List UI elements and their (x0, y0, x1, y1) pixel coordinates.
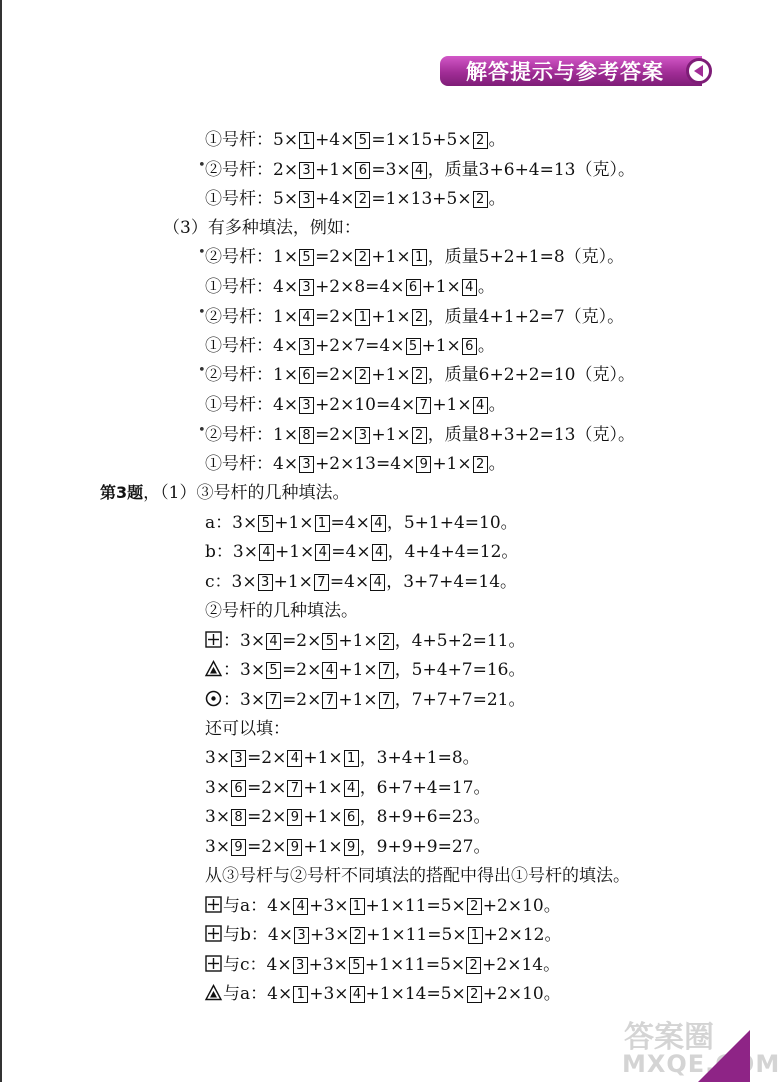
text-line: ②号杆的几种填法。 (205, 601, 358, 621)
boxed-number: 1 (315, 515, 330, 532)
plus-box-icon (205, 925, 223, 945)
boxed-number: 5 (349, 957, 364, 974)
text-line: ①号杆：4× 3 +2×13=4× 9 +1× 2 。 (205, 454, 506, 474)
plus-box-icon (205, 955, 223, 975)
text-line: 与b：4× 3 +3× 2 +1×11=5× 1 +2×12。 (205, 924, 561, 946)
boxed-number: 7 (322, 692, 337, 709)
boxed-number: 1 (293, 986, 308, 1003)
boxed-number: 1 (299, 132, 314, 149)
text-line: 与a：4× 4 +3× 1 +1×11=5× 2 +2×10。 (205, 895, 561, 917)
text-line: • ②号杆：1× 8 =2× 3 +1× 2 ，质量8+3+2=13（克）。 (205, 424, 635, 446)
boxed-number: 1 (468, 927, 483, 944)
boxed-number: 5 (322, 633, 337, 650)
boxed-number: 3 (355, 427, 370, 444)
boxed-number: 9 (287, 839, 302, 856)
boxed-number: 1 (350, 898, 365, 915)
boxed-number: 3 (294, 927, 309, 944)
plus-box-icon (205, 896, 223, 916)
boxed-number: 7 (314, 574, 329, 591)
boxed-number: 5 (355, 132, 370, 149)
boxed-number: 2 (473, 132, 488, 149)
boxed-number: 3 (299, 397, 314, 414)
boxed-number: 4 (344, 780, 359, 797)
boxed-number: 2 (350, 927, 365, 944)
text-line: • ②号杆：1× 6 =2× 2 +1× 2 ，质量6+2+2=10（克）。 (205, 364, 635, 386)
boxed-number: 4 (287, 750, 302, 767)
text-line: 3× 9 =2× 9 +1× 9 ，9+9+9=27。 (205, 837, 491, 857)
boxed-number: 3 (299, 456, 314, 473)
boxed-number: 2 (466, 957, 481, 974)
boxed-number: 6 (299, 367, 314, 384)
text-line: • ②号杆：1× 4 =2× 1 +1× 2 ，质量4+1+2=7（克）。 (205, 306, 624, 328)
boxed-number: 4 (370, 574, 385, 591)
page-corner-decoration (698, 1030, 750, 1082)
boxed-number: 6 (231, 780, 246, 797)
text-line: 3× 3 =2× 4 +1× 1 ，3+4+1=8。 (205, 748, 480, 768)
boxed-number: 4 (259, 544, 274, 561)
text-line: ：3× 5 =2× 4 +1× 7 ，5+4+7=16。 (205, 659, 526, 681)
watermark-bottom-text: MXQE.COM (622, 1050, 780, 1078)
boxed-number: 6 (406, 279, 421, 296)
text-line: 与a：4× 1 +3× 4 +1×14=5× 2 +2×10。 (205, 983, 561, 1005)
watermark-top-text: 答案圈 (624, 1020, 714, 1055)
boxed-number: 2 (355, 249, 370, 266)
boxed-number: 4 (322, 662, 337, 679)
text-line: ①号杆：4× 3 +2×8=4× 6 +1× 4 。 (205, 277, 495, 297)
boxed-number: 1 (412, 249, 427, 266)
text-line: ①号杆：4× 3 +2×7=4× 5 +1× 6 。 (205, 336, 495, 356)
boxed-number: 2 (412, 367, 427, 384)
boxed-number: 7 (266, 692, 281, 709)
boxed-number: 2 (412, 309, 427, 326)
boxed-number: 3 (299, 279, 314, 296)
plus-box-icon (205, 631, 223, 651)
boxed-number: 8 (299, 427, 314, 444)
boxed-number: 4 (350, 986, 365, 1003)
boxed-number: 3 (231, 750, 246, 767)
text-line: a：3× 5 +1× 1 =4× 4 ，5+1+4=10。 (205, 513, 518, 533)
boxed-number: 3 (299, 338, 314, 355)
boxed-number: 5 (299, 249, 314, 266)
boxed-number: 2 (473, 456, 488, 473)
boxed-number: 4 (293, 898, 308, 915)
boxed-number: 4 (462, 279, 477, 296)
boxed-number: 5 (258, 515, 273, 532)
text-line: 还可以填： (205, 719, 290, 739)
text-line: b：3× 4 +1× 4 =4× 4 ，4+4+4=12。 (205, 542, 519, 562)
boxed-number: 7 (379, 692, 394, 709)
text-line: 3× 8 =2× 9 +1× 6 ，8+9+6=23。 (205, 807, 491, 827)
dot-circle-icon (205, 690, 223, 710)
boxed-number: 6 (355, 162, 370, 179)
boxed-number: 3 (299, 162, 314, 179)
boxed-number: 4 (315, 544, 330, 561)
boxed-number: 9 (231, 839, 246, 856)
boxed-number: 2 (355, 191, 370, 208)
text-line: ：3× 7 =2× 7 +1× 7 ，7+7+7=21。 (205, 689, 526, 711)
boxed-number: 2 (379, 633, 394, 650)
text-line: ①号杆：5× 1 +4× 5 =1×15+5× 2 。 (205, 130, 506, 150)
boxed-number: 4 (372, 544, 387, 561)
boxed-number: 6 (344, 809, 359, 826)
section-header-title: 解答提示与参考答案 (466, 60, 664, 84)
boxed-number: 9 (344, 839, 359, 856)
boxed-number: 4 (371, 515, 386, 532)
boxed-number: 7 (379, 662, 394, 679)
boxed-number: 2 (473, 191, 488, 208)
boxed-number: 8 (231, 809, 246, 826)
boxed-number: 4 (473, 397, 488, 414)
triangle-icon (205, 660, 223, 680)
boxed-number: 2 (467, 898, 482, 915)
text-line: 从③号杆与②号杆不同填法的搭配中得出①号杆的填法。 (205, 866, 630, 886)
boxed-number: 5 (266, 662, 281, 679)
text-line: ①号杆：4× 3 +2×10=4× 7 +1× 4 。 (205, 395, 506, 415)
boxed-number: 9 (416, 456, 431, 473)
boxed-number: 1 (344, 750, 359, 767)
boxed-number: 5 (406, 338, 421, 355)
text-line: ：3× 4 =2× 5 +1× 2 ，4+5+2=11。 (205, 630, 526, 652)
text-line: c：3× 3 +1× 7 =4× 4 ，3+7+4=14。 (205, 572, 518, 592)
boxed-number: 7 (416, 397, 431, 414)
boxed-number: 4 (412, 162, 427, 179)
boxed-number: 2 (355, 367, 370, 384)
triangle-icon (205, 984, 223, 1004)
text-line: ①号杆：5× 3 +4× 2 =1×13+5× 2 。 (205, 189, 506, 209)
text-line: • ②号杆：1× 5 =2× 2 +1× 1 ，质量5+2+1=8（克）。 (205, 246, 624, 268)
boxed-number: 9 (287, 809, 302, 826)
boxed-number: 2 (412, 427, 427, 444)
text-line: 第3题，（1）③号杆的几种填法。 (100, 483, 350, 503)
boxed-number: 3 (299, 191, 314, 208)
boxed-number: 4 (299, 309, 314, 326)
text-line: （3）有多种填法，例如： (163, 218, 361, 238)
boxed-number: 3 (258, 574, 273, 591)
text-line: • ②号杆：2× 3 +1× 6 =3× 4 ，质量3+6+4=13（克）。 (205, 159, 635, 181)
boxed-number: 6 (462, 338, 477, 355)
boxed-number: 2 (467, 986, 482, 1003)
boxed-number: 4 (266, 633, 281, 650)
boxed-number: 1 (355, 309, 370, 326)
text-line: 3× 6 =2× 7 +1× 4 ，6+7+4=17。 (205, 778, 491, 798)
boxed-number: 7 (287, 780, 302, 797)
boxed-number: 3 (293, 957, 308, 974)
text-line: 与c：4× 3 +3× 5 +1×11=5× 2 +2×14。 (205, 954, 560, 976)
